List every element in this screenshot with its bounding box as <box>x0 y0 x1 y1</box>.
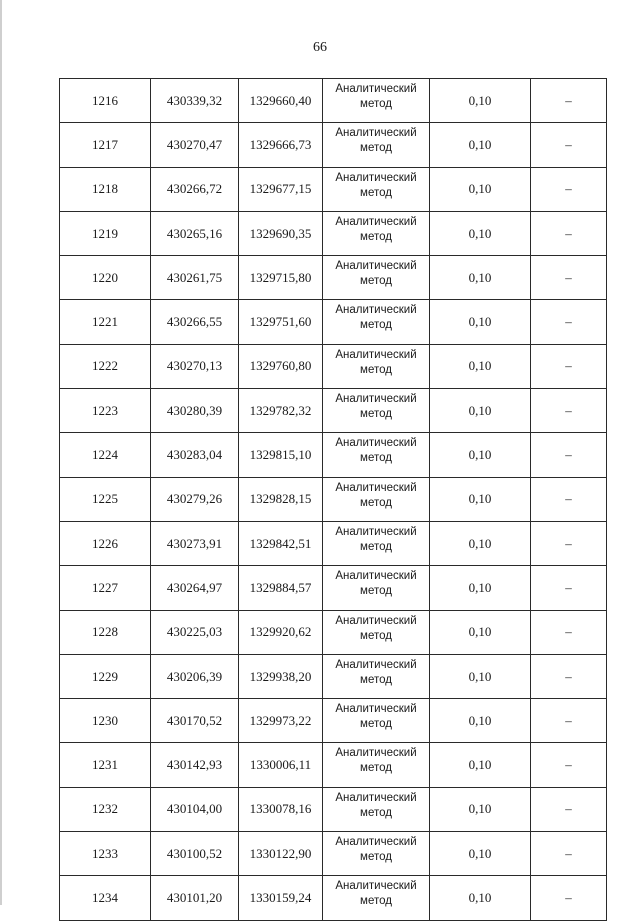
note-cell: – <box>531 79 607 123</box>
x-coordinate-cell: 430339,32 <box>151 79 239 123</box>
method-cell: Аналитический метод <box>323 566 430 610</box>
note-cell: – <box>531 433 607 477</box>
table-row <box>60 167 607 211</box>
accuracy-cell: 0,10 <box>430 211 531 255</box>
point-number-cell: 1234 <box>60 876 151 920</box>
x-coordinate-cell: 430280,39 <box>151 389 239 433</box>
point-number-cell: 1219 <box>60 211 151 255</box>
method-cell: Аналитический метод <box>323 300 430 344</box>
accuracy-cell: 0,10 <box>430 256 531 300</box>
point-number-cell: 1226 <box>60 521 151 565</box>
table-row <box>60 344 607 388</box>
note-cell: – <box>531 566 607 610</box>
method-cell: Аналитический метод <box>323 211 430 255</box>
note-cell: – <box>531 477 607 521</box>
accuracy-cell: 0,10 <box>430 787 531 831</box>
method-cell: Аналитический метод <box>323 832 430 876</box>
note-cell: – <box>531 876 607 920</box>
note-cell: – <box>531 521 607 565</box>
y-coordinate-cell: 1329884,57 <box>239 566 323 610</box>
table-row <box>60 123 607 167</box>
accuracy-cell: 0,10 <box>430 389 531 433</box>
note-cell: – <box>531 123 607 167</box>
accuracy-cell: 0,10 <box>430 566 531 610</box>
point-number-cell: 1221 <box>60 300 151 344</box>
method-cell: Аналитический метод <box>323 256 430 300</box>
point-number-cell: 1232 <box>60 787 151 831</box>
y-coordinate-cell: 1329815,10 <box>239 433 323 477</box>
y-coordinate-cell: 1329973,22 <box>239 699 323 743</box>
method-cell: Аналитический метод <box>323 521 430 565</box>
point-number-cell: 1225 <box>60 477 151 521</box>
point-number-cell: 1222 <box>60 344 151 388</box>
y-coordinate-cell: 1329666,73 <box>239 123 323 167</box>
coordinates-table <box>59 78 607 921</box>
y-coordinate-cell: 1330078,16 <box>239 787 323 831</box>
point-number-cell: 1224 <box>60 433 151 477</box>
scan-edge <box>0 0 2 905</box>
note-cell: – <box>531 167 607 211</box>
method-cell: Аналитический метод <box>323 433 430 477</box>
note-cell: – <box>531 787 607 831</box>
note-cell: – <box>531 743 607 787</box>
method-cell: Аналитический метод <box>323 699 430 743</box>
accuracy-cell: 0,10 <box>430 344 531 388</box>
point-number-cell: 1231 <box>60 743 151 787</box>
accuracy-cell: 0,10 <box>430 876 531 920</box>
table-row <box>60 566 607 610</box>
y-coordinate-cell: 1329828,15 <box>239 477 323 521</box>
table-row <box>60 699 607 743</box>
point-number-cell: 1218 <box>60 167 151 211</box>
method-cell: Аналитический метод <box>323 876 430 920</box>
method-cell: Аналитический метод <box>323 787 430 831</box>
x-coordinate-cell: 430270,13 <box>151 344 239 388</box>
table-row <box>60 433 607 477</box>
accuracy-cell: 0,10 <box>430 79 531 123</box>
table-row <box>60 832 607 876</box>
y-coordinate-cell: 1329920,62 <box>239 610 323 654</box>
note-cell: – <box>531 344 607 388</box>
page-number: 66 <box>313 40 327 55</box>
y-coordinate-cell: 1330006,11 <box>239 743 323 787</box>
table-row <box>60 211 607 255</box>
table-row <box>60 300 607 344</box>
accuracy-cell: 0,10 <box>430 477 531 521</box>
note-cell: – <box>531 256 607 300</box>
accuracy-cell: 0,10 <box>430 123 531 167</box>
y-coordinate-cell: 1329690,35 <box>239 211 323 255</box>
x-coordinate-cell: 430100,52 <box>151 832 239 876</box>
note-cell: – <box>531 300 607 344</box>
method-cell: Аналитический метод <box>323 167 430 211</box>
note-cell: – <box>531 389 607 433</box>
accuracy-cell: 0,10 <box>430 610 531 654</box>
table-body <box>60 79 607 921</box>
table-row <box>60 256 607 300</box>
accuracy-cell: 0,10 <box>430 654 531 698</box>
x-coordinate-cell: 430104,00 <box>151 787 239 831</box>
point-number-cell: 1233 <box>60 832 151 876</box>
y-coordinate-cell: 1329715,80 <box>239 256 323 300</box>
method-cell: Аналитический метод <box>323 610 430 654</box>
note-cell: – <box>531 699 607 743</box>
table-row <box>60 610 607 654</box>
y-coordinate-cell: 1329782,32 <box>239 389 323 433</box>
note-cell: – <box>531 610 607 654</box>
y-coordinate-cell: 1329938,20 <box>239 654 323 698</box>
accuracy-cell: 0,10 <box>430 743 531 787</box>
table-row <box>60 389 607 433</box>
table-row <box>60 654 607 698</box>
y-coordinate-cell: 1329842,51 <box>239 521 323 565</box>
method-cell: Аналитический метод <box>323 123 430 167</box>
accuracy-cell: 0,10 <box>430 832 531 876</box>
x-coordinate-cell: 430225,03 <box>151 610 239 654</box>
x-coordinate-cell: 430265,16 <box>151 211 239 255</box>
x-coordinate-cell: 430170,52 <box>151 699 239 743</box>
method-cell: Аналитический метод <box>323 743 430 787</box>
point-number-cell: 1228 <box>60 610 151 654</box>
x-coordinate-cell: 430266,55 <box>151 300 239 344</box>
x-coordinate-cell: 430261,75 <box>151 256 239 300</box>
method-cell: Аналитический метод <box>323 79 430 123</box>
x-coordinate-cell: 430266,72 <box>151 167 239 211</box>
x-coordinate-cell: 430279,26 <box>151 477 239 521</box>
x-coordinate-cell: 430264,97 <box>151 566 239 610</box>
point-number-cell: 1229 <box>60 654 151 698</box>
table-row <box>60 787 607 831</box>
point-number-cell: 1223 <box>60 389 151 433</box>
point-number-cell: 1227 <box>60 566 151 610</box>
accuracy-cell: 0,10 <box>430 433 531 477</box>
x-coordinate-cell: 430101,20 <box>151 876 239 920</box>
y-coordinate-cell: 1329660,40 <box>239 79 323 123</box>
note-cell: – <box>531 211 607 255</box>
method-cell: Аналитический метод <box>323 477 430 521</box>
point-number-cell: 1217 <box>60 123 151 167</box>
method-cell: Аналитический метод <box>323 344 430 388</box>
x-coordinate-cell: 430206,39 <box>151 654 239 698</box>
point-number-cell: 1230 <box>60 699 151 743</box>
accuracy-cell: 0,10 <box>430 699 531 743</box>
method-cell: Аналитический метод <box>323 389 430 433</box>
table-row <box>60 521 607 565</box>
point-number-cell: 1216 <box>60 79 151 123</box>
x-coordinate-cell: 430270,47 <box>151 123 239 167</box>
y-coordinate-cell: 1329751,60 <box>239 300 323 344</box>
table-row <box>60 477 607 521</box>
y-coordinate-cell: 1330122,90 <box>239 832 323 876</box>
y-coordinate-cell: 1329760,80 <box>239 344 323 388</box>
note-cell: – <box>531 832 607 876</box>
table-row <box>60 79 607 123</box>
y-coordinate-cell: 1329677,15 <box>239 167 323 211</box>
accuracy-cell: 0,10 <box>430 521 531 565</box>
x-coordinate-cell: 430273,91 <box>151 521 239 565</box>
table-row <box>60 876 607 920</box>
x-coordinate-cell: 430283,04 <box>151 433 239 477</box>
point-number-cell: 1220 <box>60 256 151 300</box>
note-cell: – <box>531 654 607 698</box>
accuracy-cell: 0,10 <box>430 167 531 211</box>
y-coordinate-cell: 1330159,24 <box>239 876 323 920</box>
method-cell: Аналитический метод <box>323 654 430 698</box>
table-row <box>60 743 607 787</box>
x-coordinate-cell: 430142,93 <box>151 743 239 787</box>
accuracy-cell: 0,10 <box>430 300 531 344</box>
